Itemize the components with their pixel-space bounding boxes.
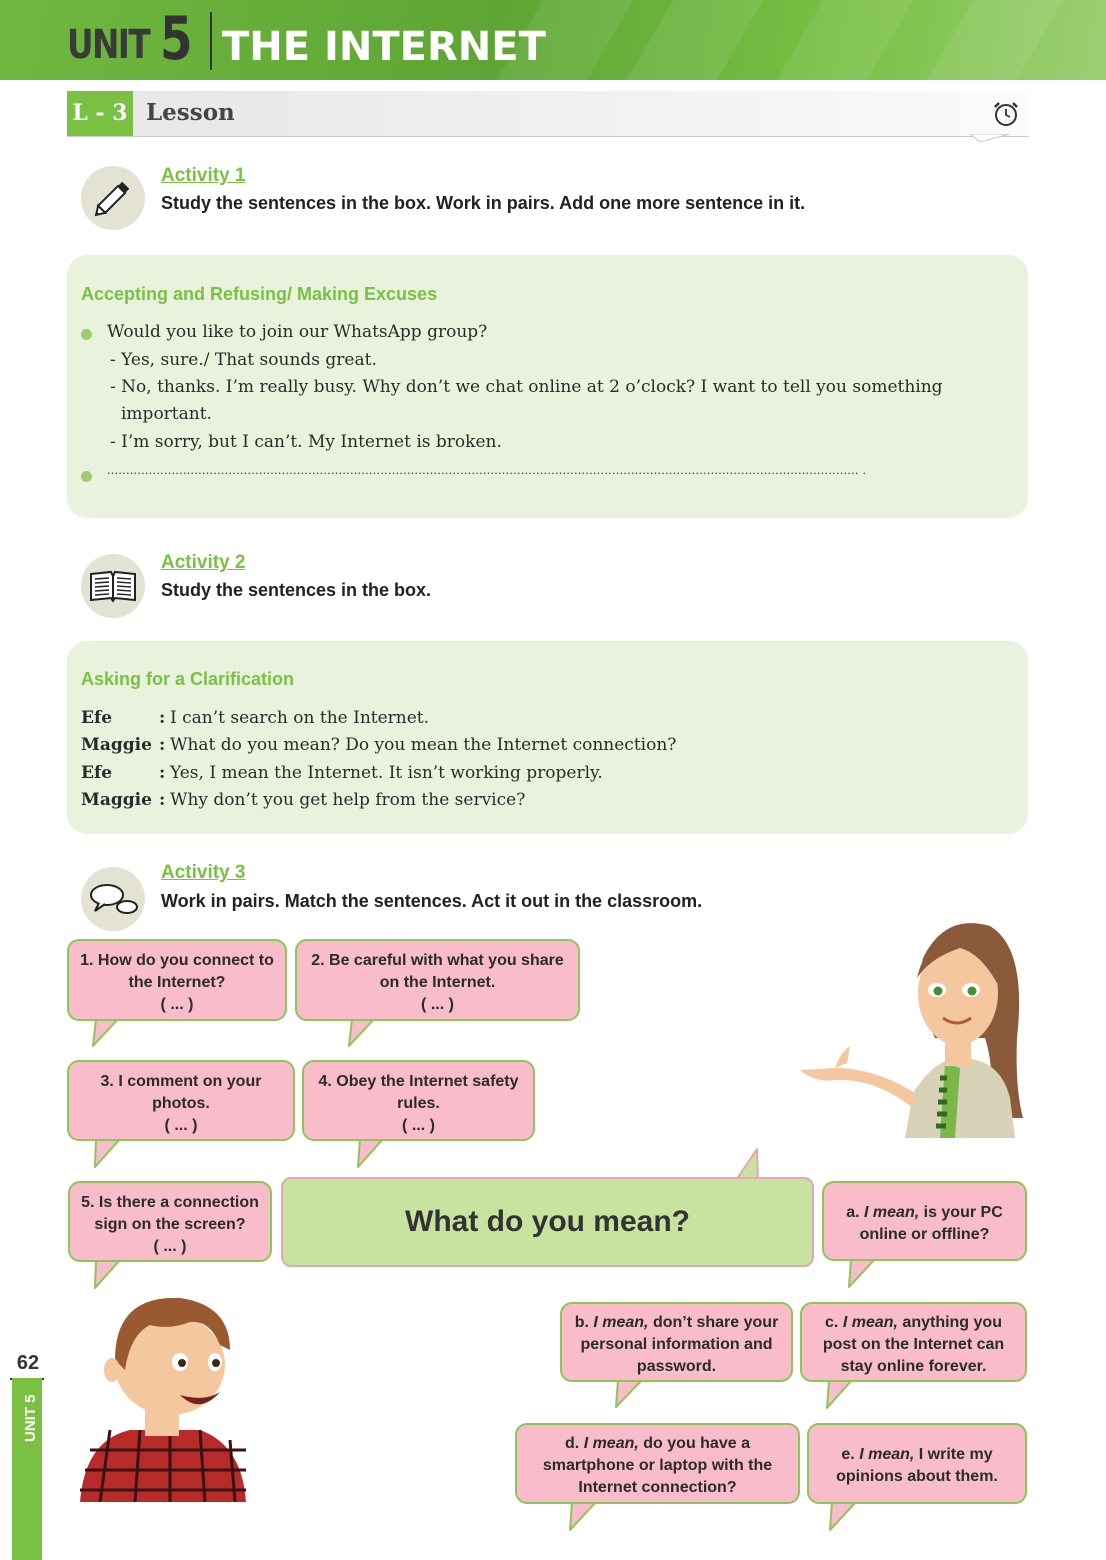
- blank-answer-line[interactable]: ...................................................................................................................................................................................................... .: [107, 464, 867, 477]
- answer-letter: e.: [841, 1446, 855, 1463]
- answer-lead: I mean,: [593, 1314, 649, 1331]
- colon: :: [159, 735, 166, 755]
- girl-illustration: [795, 918, 1025, 1138]
- answer-letter: a.: [846, 1204, 860, 1221]
- side-label-text: UNIT 5: [22, 1394, 39, 1442]
- unit-title: THE INTERNET: [222, 24, 546, 70]
- answer-line: - No, thanks. I’m really busy. Why don’t we chat online at 2 o’clock? I want to tell you something: [110, 377, 943, 397]
- answer-line: important.: [121, 404, 212, 424]
- activity1-instruction: Study the sentences in the box. Work in pairs. Add one more sentence in it.: [161, 193, 806, 213]
- question-bubble-1: [67, 939, 287, 1021]
- question-text: the Internet?: [128, 974, 226, 991]
- answer-lead: I mean,: [864, 1204, 920, 1221]
- unit-number: 5: [160, 4, 193, 74]
- lesson-bar-tail: [970, 134, 1010, 142]
- colon: :: [159, 708, 166, 728]
- question-text: photos.: [152, 1095, 210, 1112]
- speaker-name: Maggie: [81, 735, 152, 755]
- pencil-icon: [81, 166, 145, 230]
- question-bubble-3: [67, 1060, 295, 1141]
- bullet: [81, 471, 92, 482]
- clarification-box-title: Asking for a Clarification: [81, 669, 295, 689]
- answer-blank[interactable]: ( ... ): [402, 1117, 435, 1134]
- question-text: 3. I comment on your: [100, 1073, 262, 1090]
- answer-letter: c.: [825, 1314, 839, 1331]
- answer-text: is your PC: [919, 1204, 1003, 1221]
- answer-text: stay online forever.: [840, 1358, 987, 1375]
- question-text: 5. Is there a connection: [81, 1194, 259, 1211]
- activity3-title: Activity 3: [161, 862, 246, 883]
- answer-text: online or offline?: [859, 1226, 990, 1243]
- question-bubble-2: [295, 939, 580, 1021]
- answer-text: don’t share your: [648, 1314, 779, 1331]
- answer-text: password.: [636, 1358, 717, 1375]
- question-text: 1. How do you connect to: [80, 952, 274, 969]
- question-line: Would you like to join our WhatsApp group?: [107, 322, 488, 342]
- activity2-title: Activity 2: [161, 552, 246, 573]
- answer-line: - Yes, sure./ That sounds great.: [110, 350, 377, 370]
- answer-blank[interactable]: ( ... ): [153, 1238, 187, 1255]
- unit-label: UNIT: [67, 22, 150, 68]
- answer-text: I write my: [914, 1446, 993, 1463]
- answer-blank[interactable]: ( ... ): [421, 996, 454, 1013]
- speaker-name: Efe: [81, 708, 113, 728]
- answer-text: post on the Internet can: [822, 1336, 1005, 1353]
- dialogue-line: Why don’t you get help from the service?: [170, 790, 526, 810]
- dialogue-line: Yes, I mean the Internet. It isn’t working properly.: [170, 763, 603, 783]
- answer-bubble-a: [822, 1181, 1027, 1261]
- answer-lead: I mean,: [842, 1314, 898, 1331]
- answer-text: anything you: [897, 1314, 1002, 1331]
- speaker-name: Efe: [81, 763, 113, 783]
- activity3-instruction: Work in pairs. Match the sentences. Act it out in the classroom.: [161, 891, 703, 911]
- answer-text: Internet connection?: [578, 1479, 737, 1496]
- answer-bubble-c: [800, 1302, 1027, 1382]
- answer-bubble-b: [560, 1302, 793, 1382]
- answer-text: personal information and: [580, 1336, 773, 1353]
- excuses-box-title: Accepting and Refusing/ Making Excuses: [81, 284, 438, 304]
- question-text: 2. Be careful with what you share: [311, 952, 564, 969]
- colon: :: [159, 763, 166, 783]
- question-text: on the Internet.: [379, 974, 496, 991]
- answer-text: smartphone or laptop with the: [542, 1457, 773, 1474]
- question-text: rules.: [397, 1095, 440, 1112]
- answer-bubble-d: [515, 1423, 800, 1504]
- answer-text: do you have a: [638, 1435, 750, 1452]
- lesson-title: Lesson: [146, 99, 235, 126]
- open-book-icon: [81, 554, 145, 618]
- question-bubble-4: [302, 1060, 535, 1141]
- lesson-code: L - 3: [67, 91, 133, 136]
- answer-letter: b.: [574, 1314, 589, 1331]
- answer-line: - I’m sorry, but I can’t. My Internet is broken.: [110, 432, 502, 452]
- answer-blank[interactable]: ( ... ): [164, 1117, 198, 1134]
- speech-bubbles-icon: [81, 867, 145, 931]
- answer-letter: d.: [565, 1435, 580, 1452]
- answer-text: opinions about them.: [836, 1468, 998, 1485]
- colon: :: [159, 790, 166, 810]
- question-text: sign on the screen?: [94, 1216, 246, 1233]
- bullet: [81, 329, 92, 340]
- dialogue-line: What do you mean? Do you mean the Internet connection?: [170, 735, 677, 755]
- speaker-name: Maggie: [81, 790, 152, 810]
- answer-lead: I mean,: [859, 1446, 915, 1463]
- answer-lead: I mean,: [583, 1435, 639, 1452]
- activity2-instruction: Study the sentences in the box.: [161, 580, 432, 600]
- question-bubble-5: [68, 1181, 272, 1262]
- alarm-clock-icon: [992, 100, 1020, 128]
- question-text: 4. Obey the Internet safety: [318, 1073, 519, 1090]
- answer-bubble-e: [807, 1423, 1027, 1504]
- unit-divider: [210, 12, 212, 70]
- answer-blank[interactable]: ( ... ): [160, 996, 194, 1013]
- boy-illustration: [70, 1290, 250, 1502]
- page-number: 62: [16, 1352, 40, 1374]
- what-do-you-mean-bubble: What do you mean?: [281, 1177, 814, 1267]
- side-label: [14, 1388, 44, 1448]
- activity1-title: Activity 1: [161, 165, 246, 186]
- dialogue-line: I can’t search on the Internet.: [170, 708, 430, 728]
